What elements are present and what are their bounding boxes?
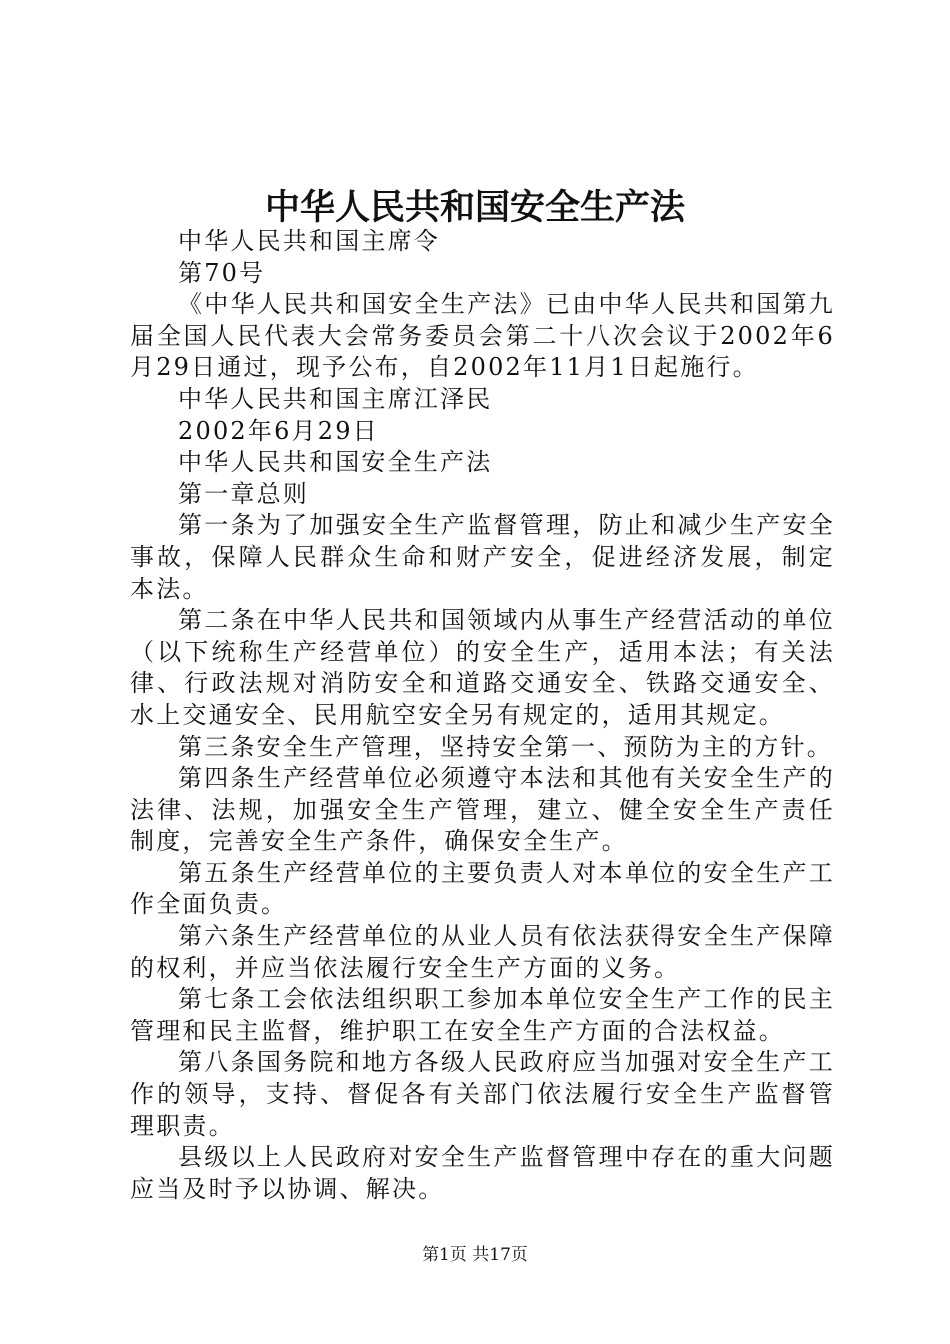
paragraph-date: 2002年6月29日 <box>178 416 379 445</box>
paragraph-article-3: 第三条安全生产管理，坚持安全第一、预防为主的方针。 <box>178 732 833 761</box>
paragraph-article-2: 第二条在中华人民共和国领域内从事生产经营活动的单位（以下统称生产经营单位）的安全生产，适用本法；有关法律、行政法规对消防安全和道路交通安全、铁路交通安全、水上交通安全、民用航空安全另有规定的，适用其规定。 <box>130 606 835 729</box>
paragraph-law-name: 中华人民共和国安全生产法 <box>178 448 493 477</box>
paragraph-article-8-clause-2: 县级以上人民政府对安全生产监督管理中存在的重大问题应当及时予以协调、解决。 <box>130 1143 835 1203</box>
paragraph-article-5: 第五条生产经营单位的主要负责人对本单位的安全生产工作全面负责。 <box>130 858 835 919</box>
paragraph-article-1: 第一条为了加强安全生产监督管理，防止和减少生产安全事故，保障人民群众生命和财产安全，促进经济发展，制定本法。 <box>130 511 835 603</box>
paragraph-article-4: 第四条生产经营单位必须遵守本法和其他有关安全生产的法律、法规，加强安全生产管理，建立、健全安全生产责任制度，完善安全生产条件，确保安全生产。 <box>130 764 835 856</box>
paragraph-article-6: 第六条生产经营单位的从业人员有依法获得安全生产保障的权利，并应当依法履行安全生产方面的义务。 <box>130 922 835 982</box>
document-body <box>130 226 835 1205</box>
paragraph-article-8: 第八条国务院和地方各级人民政府应当加强对安全生产工作的领导，支持、督促各有关部门依法履行安全生产监督管理职责。 <box>130 1048 835 1140</box>
paragraph-article-7: 第七条工会依法组织职工参加本单位安全生产工作的民主管理和民主监督，维护职工在安全生产方面的合法权益。 <box>130 985 835 1045</box>
paragraph-signatory: 中华人民共和国主席江泽民 <box>178 384 493 413</box>
paragraph-promulgation: 《中华人民共和国安全生产法》已由中华人民共和国第九届全国人民代表大会常务委员会第二十八次会议于2002年6月29日通过，现予公布，自2002年11月1日起施行。 <box>130 290 835 382</box>
page-footer: 第1页 共17页 <box>422 1245 528 1265</box>
paragraph-order-number: 第70号 <box>178 258 266 287</box>
paragraph-chapter-heading: 第一章总则 <box>178 479 309 508</box>
paragraph-order-heading: 中华人民共和国主席令 <box>178 227 440 255</box>
document-title: 中华人民共和国安全生产法 <box>264 187 685 228</box>
